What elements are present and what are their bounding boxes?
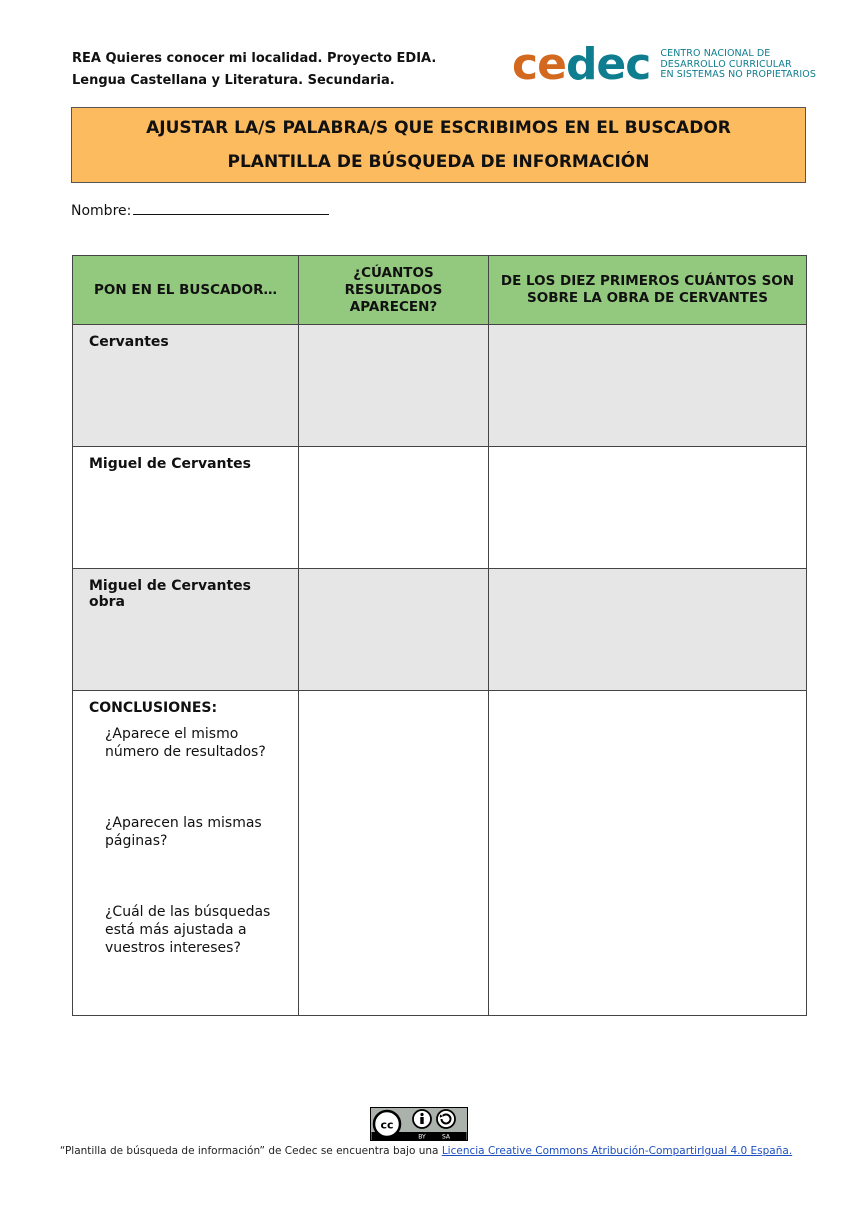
conclusion-question: ¿Aparecen las mismas páginas?: [105, 815, 262, 849]
answer-cell[interactable]: [299, 569, 489, 691]
answer-cell[interactable]: [299, 447, 489, 569]
cc-by-sa-icon: [370, 1107, 468, 1141]
table-row: [73, 569, 807, 691]
answer-cell[interactable]: [299, 325, 489, 447]
table-row: [73, 325, 807, 447]
license-link[interactable]: Licencia Creative Commons Atribución-CompartirIgual 4.0 España.: [441, 1145, 793, 1157]
conclusion-question: ¿Cuál de las búsquedas está más ajustada a vuestros intereses?: [105, 904, 271, 956]
conclusions-title: CONCLUSIONES:: [89, 700, 218, 716]
conclusion-question: ¿Aparece el mismo número de resultados?: [105, 726, 266, 760]
table-row: [73, 447, 807, 569]
svg-text:SA: SA: [441, 1133, 451, 1141]
row-label: Miguel de Cervantes: [89, 456, 252, 472]
cedec-logo-word: cedec: [512, 39, 651, 90]
answer-cell[interactable]: [489, 325, 807, 447]
cedec-logo-subtitle: CENTRO NACIONAL DE DESARROLLO CURRICULAR EN SISTEMAS NO PROPIETARIOS: [660, 48, 817, 81]
svg-text:BY: BY: [418, 1133, 426, 1141]
header-search-terms: PON EN EL BUSCADOR…: [73, 256, 299, 325]
search-template-table: [72, 255, 807, 1016]
header-line-2: Lengua Castellana y Literatura. Secundaria.: [72, 73, 395, 88]
row-label-cell: [73, 325, 299, 447]
cedec-logo: [512, 40, 816, 90]
name-label: Nombre:: [71, 203, 132, 219]
row-label: Miguel de Cervantes obra: [89, 578, 252, 610]
document-header: [72, 48, 436, 92]
table-header-row: [73, 256, 807, 325]
license-footer: [0, 1145, 852, 1157]
row-label-cell: [73, 569, 299, 691]
header-result-count: ¿CÚANTOS RESULTADOS APARECEN?: [299, 256, 489, 325]
name-field: [71, 201, 329, 219]
header-first-ten: DE LOS DIEZ PRIMEROS CUÁNTOS SON SOBRE LA OBRA DE CERVANTES: [489, 256, 807, 325]
license-text: “Plantilla de búsqueda de información” de Cedec se encuentra bajo una: [59, 1145, 439, 1157]
svg-text:cc: cc: [380, 1118, 394, 1132]
name-blank-line[interactable]: [133, 201, 329, 215]
conclusions-cell: [73, 691, 299, 1016]
answer-cell[interactable]: [489, 569, 807, 691]
answer-cell[interactable]: [489, 691, 807, 1016]
row-label: Cervantes: [89, 334, 169, 350]
header-line-1: REA Quieres conocer mi localidad. Proyecto EDIA.: [72, 51, 437, 66]
title-line-1: AJUSTAR LA/S PALABRA/S QUE ESCRIBIMOS EN EL BUSCADOR: [146, 118, 731, 138]
title-line-2: PLANTILLA DE BÚSQUEDA DE INFORMACIÓN: [227, 152, 650, 172]
answer-cell[interactable]: [299, 691, 489, 1016]
row-label-cell: [73, 447, 299, 569]
conclusions-row: [73, 691, 807, 1016]
answer-cell[interactable]: [489, 447, 807, 569]
title-box: [71, 107, 806, 183]
